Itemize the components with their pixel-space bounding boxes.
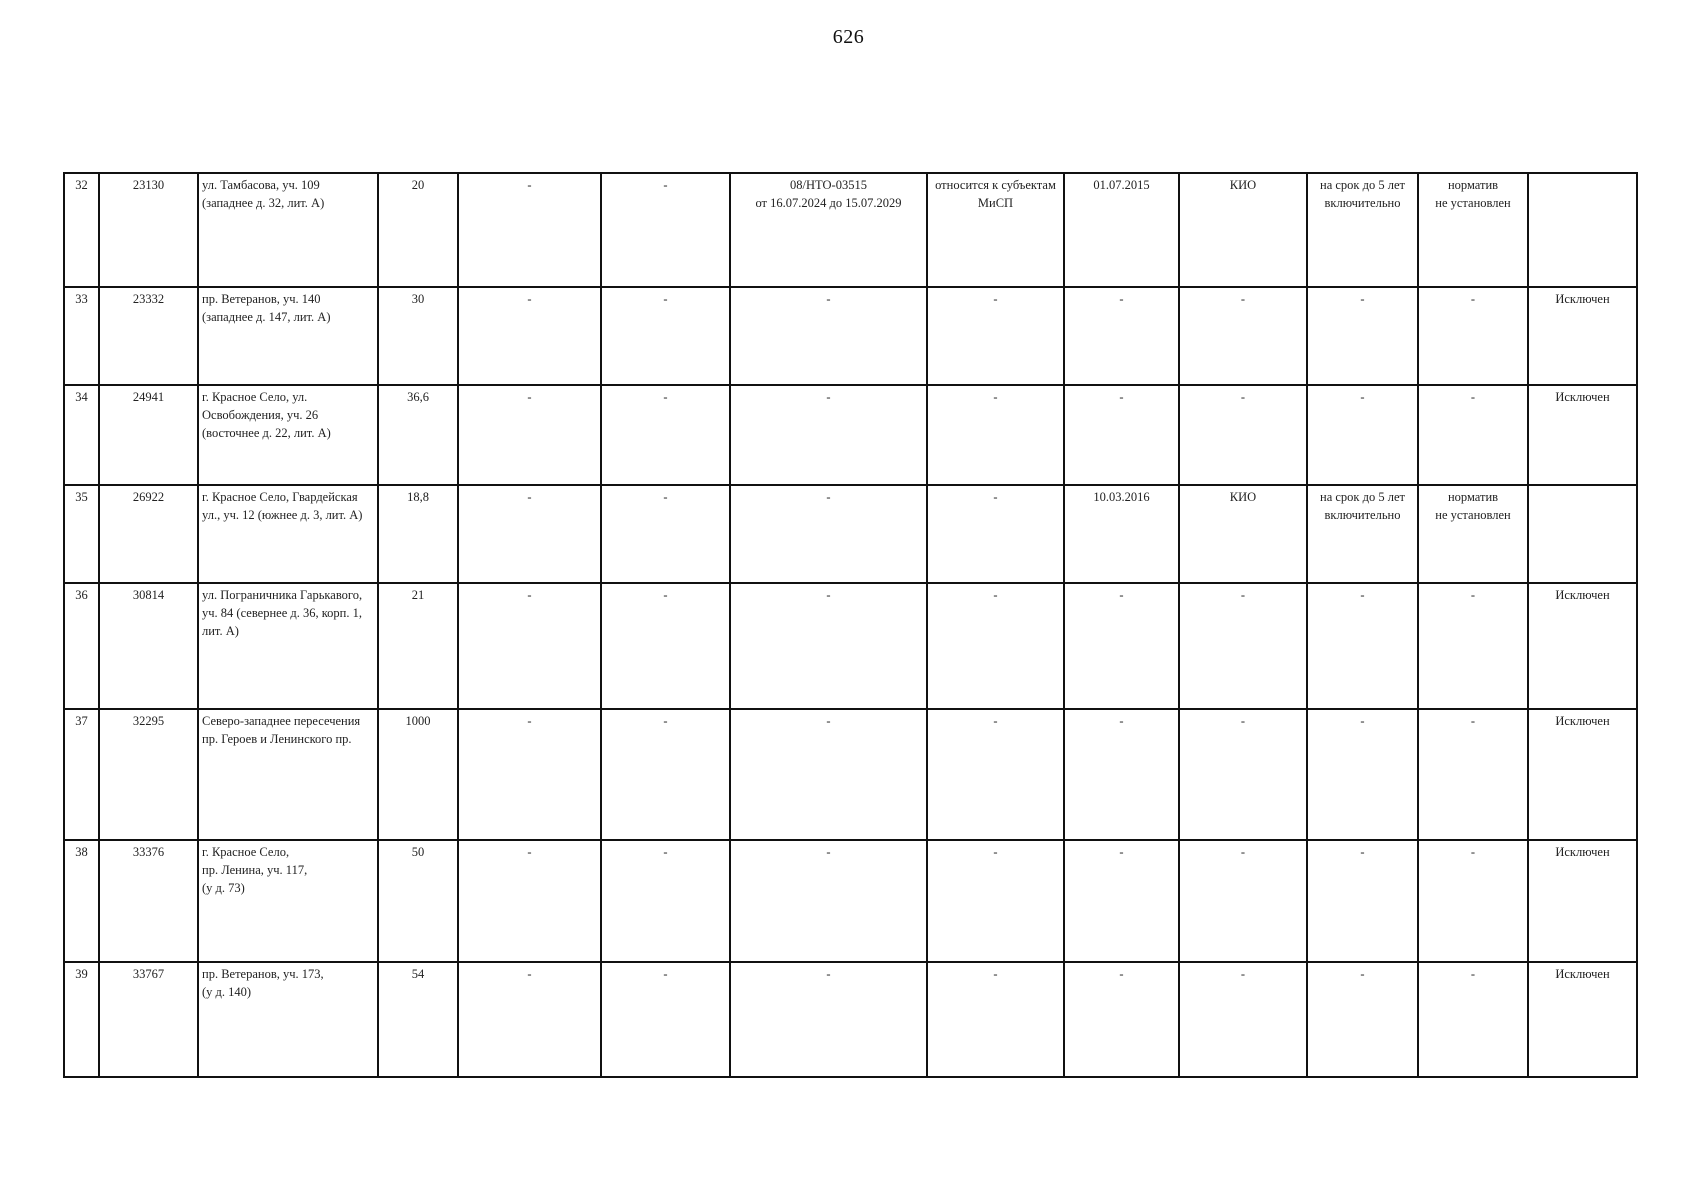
address-line: (западнее д. 147, лит. А) [202, 310, 331, 324]
contract-cell [730, 385, 927, 485]
msp-status-line: - [993, 967, 998, 981]
msp-status-cell [927, 962, 1064, 1077]
term-cell [1307, 485, 1418, 583]
exclusion-status-cell: Исключен [1528, 962, 1637, 1077]
contract-cell [730, 840, 927, 962]
address-line: пр. Ветеранов, уч. 173, [202, 967, 324, 981]
authority-cell: - [1179, 962, 1307, 1077]
column-5-cell: - [458, 173, 601, 287]
msp-status-line: - [993, 714, 998, 728]
msp-status-line: - [993, 588, 998, 602]
area-cell: 18,8 [378, 485, 458, 583]
address-line: пр. Ленина, уч. 117, [202, 863, 308, 877]
term-cell [1307, 583, 1418, 709]
column-6-cell: - [601, 287, 730, 385]
contract-cell [730, 583, 927, 709]
norm-cell [1418, 962, 1528, 1077]
column-6-cell: - [601, 485, 730, 583]
exclusion-status-cell: Исключен [1528, 287, 1637, 385]
column-5-cell: - [458, 840, 601, 962]
authority-cell: - [1179, 709, 1307, 840]
contract-line: - [826, 714, 831, 728]
address-line: Освобождения, уч. 26 [202, 408, 319, 422]
registry-table [63, 172, 1638, 1078]
page-number: 626 [832, 26, 865, 48]
address-line: (у д. 73) [202, 881, 245, 895]
msp-status-line: - [993, 845, 998, 859]
contract-line: от 16.07.2024 до 15.07.2029 [755, 196, 902, 210]
object-id-cell: 26922 [99, 485, 198, 583]
row-number-cell: 38 [64, 840, 99, 962]
column-5-cell: - [458, 287, 601, 385]
contract-cell [730, 287, 927, 385]
address-line: Северо-западнее пересечения [202, 714, 361, 728]
table-row [64, 709, 1637, 840]
authority-cell: - [1179, 385, 1307, 485]
msp-status-cell [927, 485, 1064, 583]
object-id-cell: 30814 [99, 583, 198, 709]
exclusion-status-cell: Исключен [1528, 709, 1637, 840]
object-id-cell: 33767 [99, 962, 198, 1077]
date-cell: - [1064, 840, 1179, 962]
column-5-cell: - [458, 385, 601, 485]
norm-cell [1418, 385, 1528, 485]
msp-status-cell [927, 709, 1064, 840]
term-cell [1307, 962, 1418, 1077]
address-line: г. Красное Село, Гвардейская [202, 490, 358, 504]
norm-line: - [1470, 845, 1476, 859]
object-id-cell: 24941 [99, 385, 198, 485]
authority-cell: - [1179, 287, 1307, 385]
norm-cell [1418, 485, 1528, 583]
area-cell: 30 [378, 287, 458, 385]
area-cell: 20 [378, 173, 458, 287]
row-number-cell: 33 [64, 287, 99, 385]
authority-cell: - [1179, 583, 1307, 709]
norm-cell [1418, 173, 1528, 287]
column-5-cell: - [458, 709, 601, 840]
contract-line: - [826, 588, 831, 602]
table-row [64, 485, 1637, 583]
exclusion-status-cell [1528, 485, 1637, 583]
address-cell [198, 709, 378, 840]
term-cell [1307, 173, 1418, 287]
contract-line: - [826, 845, 831, 859]
column-6-cell: - [601, 583, 730, 709]
norm-line: - [1470, 714, 1476, 728]
msp-status-cell [927, 385, 1064, 485]
address-cell [198, 583, 378, 709]
norm-cell [1418, 840, 1528, 962]
norm-line: не установлен [1435, 508, 1511, 522]
date-cell: 01.07.2015 [1064, 173, 1179, 287]
norm-cell [1418, 709, 1528, 840]
contract-line: - [826, 390, 831, 404]
msp-status-line: - [993, 390, 998, 404]
contract-cell [730, 709, 927, 840]
column-5-cell: - [458, 485, 601, 583]
norm-line: - [1470, 588, 1476, 602]
contract-cell [730, 485, 927, 583]
norm-line: - [1470, 967, 1476, 981]
column-6-cell: - [601, 173, 730, 287]
authority-cell: КИО [1179, 173, 1307, 287]
address-line: г. Красное Село, ул. [202, 390, 308, 404]
exclusion-status-cell [1528, 173, 1637, 287]
exclusion-status-cell: Исключен [1528, 583, 1637, 709]
table-row [64, 583, 1637, 709]
address-cell [198, 840, 378, 962]
term-line: на срок до 5 лет [1320, 490, 1405, 504]
row-number-cell: 37 [64, 709, 99, 840]
contract-line: - [826, 490, 831, 504]
address-cell [198, 173, 378, 287]
table-row [64, 173, 1637, 287]
address-line: пр. Героев и Ленинского пр. [202, 732, 352, 746]
address-cell [198, 385, 378, 485]
norm-cell [1418, 287, 1528, 385]
norm-line: - [1470, 292, 1476, 306]
authority-cell: - [1179, 840, 1307, 962]
term-line: - [1360, 967, 1365, 981]
term-line: включительно [1324, 508, 1401, 522]
address-cell [198, 485, 378, 583]
authority-cell: КИО [1179, 485, 1307, 583]
date-cell: - [1064, 962, 1179, 1077]
table-row [64, 385, 1637, 485]
norm-line: - [1470, 390, 1476, 404]
table-row [64, 840, 1637, 962]
msp-status-cell [927, 287, 1064, 385]
object-id-cell: 23130 [99, 173, 198, 287]
area-cell: 36,6 [378, 385, 458, 485]
row-number-cell: 36 [64, 583, 99, 709]
column-6-cell: - [601, 385, 730, 485]
address-cell [198, 287, 378, 385]
row-number-cell: 32 [64, 173, 99, 287]
msp-status-line: МиСП [977, 196, 1014, 210]
row-number-cell: 35 [64, 485, 99, 583]
table-row [64, 962, 1637, 1077]
column-6-cell: - [601, 962, 730, 1077]
address-line: (западнее д. 32, лит. А) [202, 196, 325, 210]
address-line: пр. Ветеранов, уч. 140 [202, 292, 321, 306]
date-cell: - [1064, 385, 1179, 485]
contract-cell [730, 962, 927, 1077]
address-line: ул., уч. 12 (южнее д. 3, лит. А) [202, 508, 363, 522]
date-cell: - [1064, 583, 1179, 709]
term-line: - [1360, 845, 1365, 859]
term-line: - [1360, 390, 1365, 404]
table-row [64, 287, 1637, 385]
address-line: лит. А) [202, 624, 239, 638]
term-cell [1307, 709, 1418, 840]
norm-line: не установлен [1435, 196, 1511, 210]
address-cell [198, 962, 378, 1077]
contract-line: - [826, 967, 831, 981]
object-id-cell: 23332 [99, 287, 198, 385]
area-cell: 50 [378, 840, 458, 962]
column-6-cell: - [601, 709, 730, 840]
object-id-cell: 33376 [99, 840, 198, 962]
term-cell [1307, 840, 1418, 962]
row-number-cell: 34 [64, 385, 99, 485]
norm-line: норматив [1447, 178, 1499, 192]
address-line: ул. Пограничника Гарькавого, [202, 588, 363, 602]
address-line: ул. Тамбасова, уч. 109 [202, 178, 320, 192]
msp-status-cell [927, 840, 1064, 962]
area-cell: 54 [378, 962, 458, 1077]
column-5-cell: - [458, 962, 601, 1077]
term-line: на срок до 5 лет [1320, 178, 1405, 192]
address-line: г. Красное Село, [202, 845, 290, 859]
exclusion-status-cell: Исключен [1528, 385, 1637, 485]
address-line: уч. 84 (севернее д. 36, корп. 1, [202, 606, 362, 620]
term-line: включительно [1324, 196, 1401, 210]
term-line: - [1360, 588, 1365, 602]
msp-status-line: - [993, 292, 998, 306]
object-id-cell: 32295 [99, 709, 198, 840]
msp-status-line: относится к субъектам [935, 178, 1056, 192]
address-line: (восточнее д. 22, лит. А) [202, 426, 331, 440]
area-cell: 21 [378, 583, 458, 709]
msp-status-cell [927, 173, 1064, 287]
term-line: - [1360, 292, 1365, 306]
area-cell: 1000 [378, 709, 458, 840]
contract-line: 08/НТО-03515 [790, 178, 867, 192]
date-cell: 10.03.2016 [1064, 485, 1179, 583]
msp-status-cell [927, 583, 1064, 709]
term-line: - [1360, 714, 1365, 728]
msp-status-line: - [993, 490, 998, 504]
row-number-cell: 39 [64, 962, 99, 1077]
norm-line: норматив [1447, 490, 1499, 504]
contract-cell [730, 173, 927, 287]
exclusion-status-cell: Исключен [1528, 840, 1637, 962]
term-cell [1307, 385, 1418, 485]
term-cell [1307, 287, 1418, 385]
column-6-cell: - [601, 840, 730, 962]
date-cell: - [1064, 709, 1179, 840]
date-cell: - [1064, 287, 1179, 385]
address-line: (у д. 140) [202, 985, 252, 999]
column-5-cell: - [458, 583, 601, 709]
contract-line: - [826, 292, 831, 306]
norm-cell [1418, 583, 1528, 709]
